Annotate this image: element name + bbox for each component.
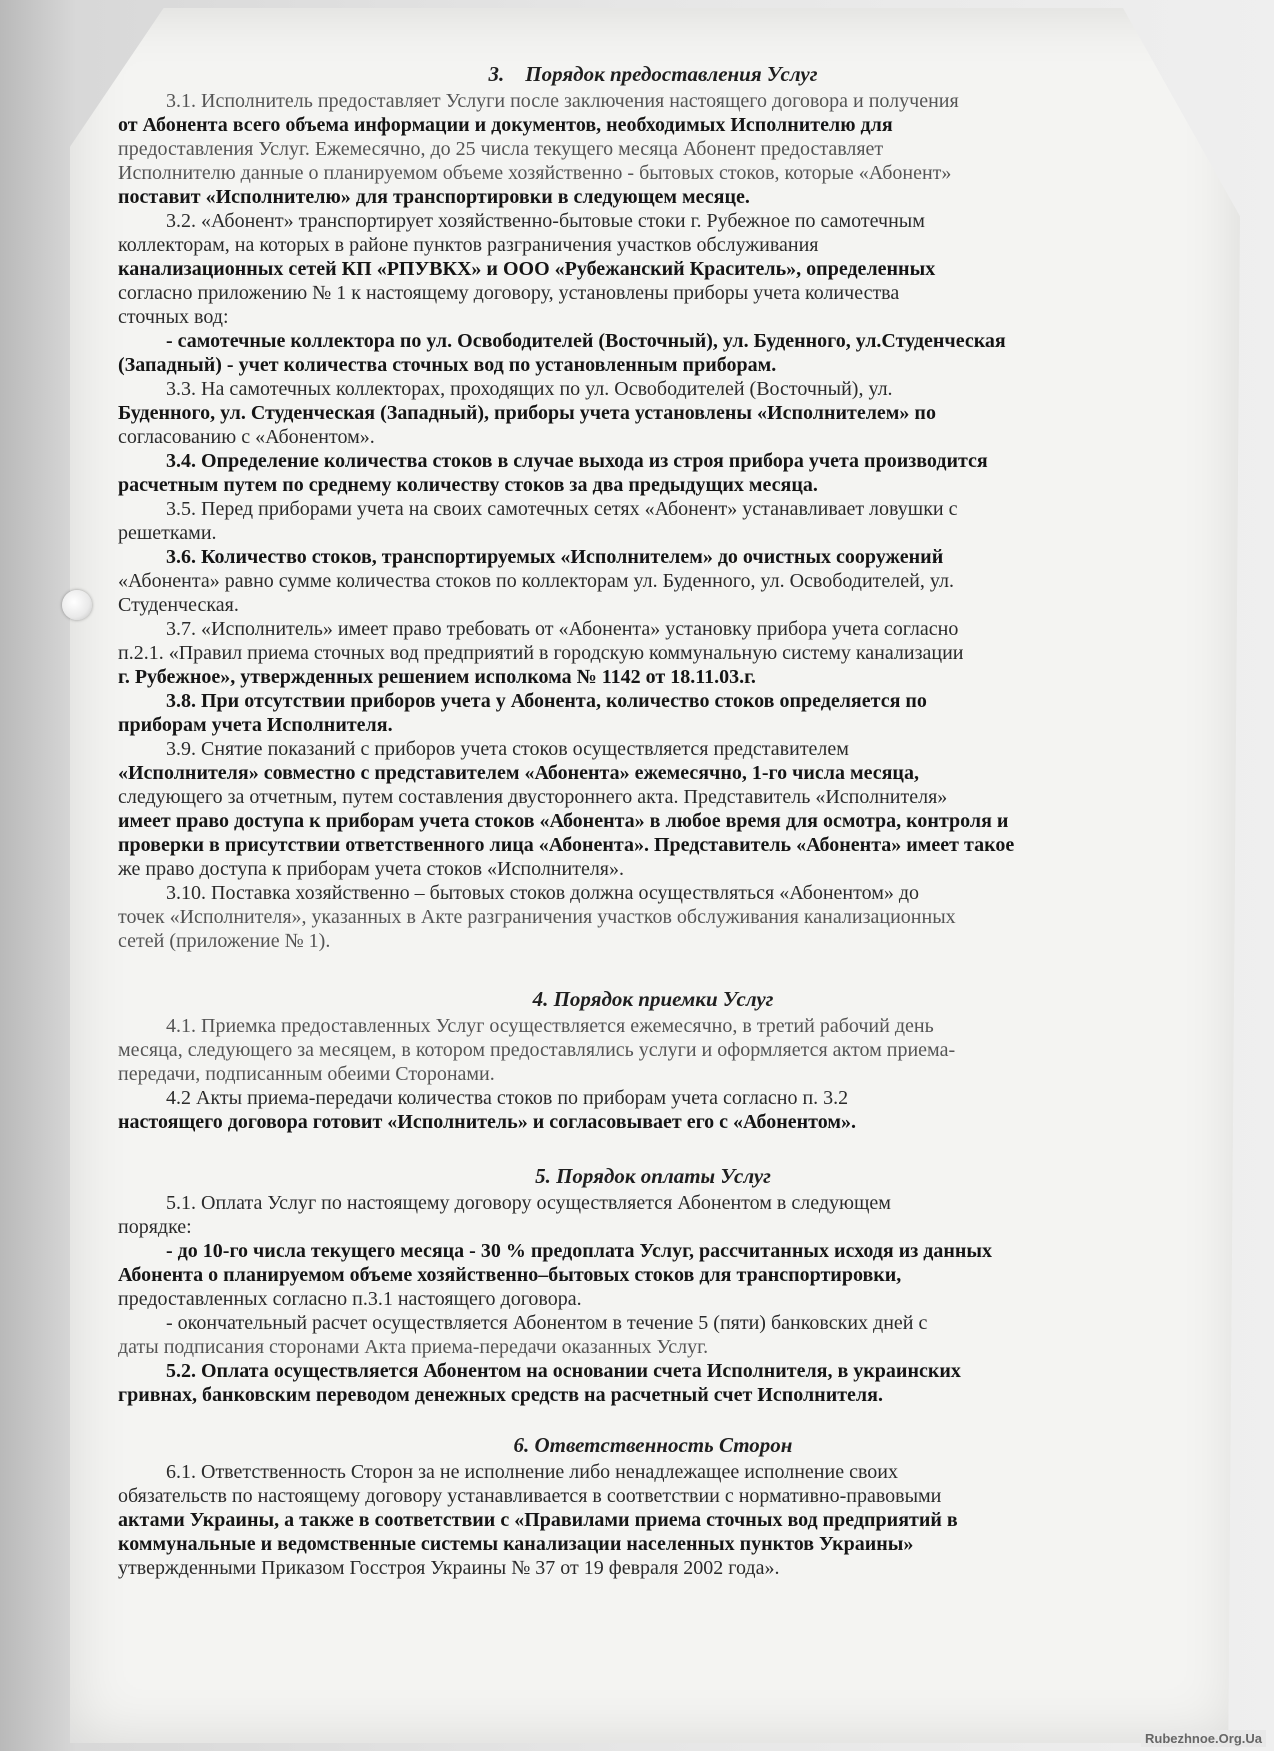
clause-3-1-line-5: поставит «Исполнителю» для транспортировки в следующем месяце. (118, 186, 750, 208)
section-5-title: 5. Порядок оплаты Услуг (535, 1164, 771, 1188)
clause-3-9-line-1: 3.9. Снятие показаний с приборов учета стоков осуществляется представителем (166, 738, 849, 760)
clause-3-2-line-1: 3.2. «Абонент» транспортирует хозяйственно-бытовые стоки г. Рубежное по самотечным (166, 210, 925, 232)
clause-3-6-line-3: Студенческая. (118, 594, 239, 616)
clause-3-6-line-2: «Абонента» равно сумме количества стоков по коллекторам ул. Буденного, ул. Освободителей, ул. (118, 570, 954, 592)
section-6-title: 6. Ответственность Сторон (513, 1433, 793, 1457)
clause-5-2-line-1: 5.2. Оплата осуществляется Абонентом на основании счета Исполнителя, в украинских (166, 1360, 961, 1382)
clause-5-1-line-4: Абонента о планируемом объеме хозяйственно–бытовых стоков для транспортировки, (118, 1264, 902, 1286)
clause-3-10-line-3: сетей (приложение № 1). (118, 930, 331, 952)
clause-3-3-line-3: согласованию с «Абонентом». (118, 426, 375, 448)
contract-page (118, 62, 1188, 1702)
clause-3-7-line-2: п.2.1. «Правил приема сточных вод предприятий в городскую коммунальную систему канализации (118, 642, 964, 664)
clause-3-1-line-1: 3.1. Исполнитель предоставляет Услуги после заключения настоящего договора и получения (166, 90, 959, 112)
clause-5-1-line-7: даты подписания сторонами Акта приема-передачи оказанных Услуг. (118, 1336, 709, 1358)
clause-3-8-line-2: приборам учета Исполнителя. (118, 714, 393, 736)
clause-3-3-line-1: 3.3. На самотечных коллекторах, проходящих по ул. Освободителей (Восточный), ул. (166, 378, 893, 400)
clause-5-2-line-2: гривнах, банковским переводом денежных средств на расчетный счет Исполнителя. (118, 1384, 883, 1406)
clause-4-2-line-2: настоящего договора готовит «Исполнитель» и согласовывает его с «Абонентом». (118, 1111, 856, 1133)
clause-5-1-line-1: 5.1. Оплата Услуг по настоящему договору осуществляется Абонентом в следующем (166, 1192, 891, 1214)
clause-3-10-line-2: точек «Исполнителя», указанных в Акте разграничения участков обслуживания канализационных (118, 906, 956, 928)
clause-3-3-line-2: Буденного, ул. Студенческая (Западный), приборы учета установлены «Исполнителем» по (118, 402, 936, 424)
clause-6-1-line-1: 6.1. Ответственность Сторон за не исполнение либо ненадлежащее исполнение своих (166, 1461, 898, 1483)
clause-3-5-line-1: 3.5. Перед приборами учета на своих самотечных сетях «Абонент» устанавливает ловушки с (166, 498, 958, 520)
clause-3-1-line-4: Исполнителю данные о планируемом объеме хозяйственно - бытовых стоков, которые «Абонент» (118, 162, 952, 184)
clause-3-2-line-7: (Западный) - учет количества сточных вод по установленным приборам. (118, 354, 777, 376)
clause-3-9-line-4: имеет право доступа к приборам учета стоков «Абонента» в любое время для осмотра, контроля и (118, 810, 1009, 832)
clause-5-1-line-3: - до 10-го числа текущего месяца - 30 % предоплата Услуг, рассчитанных исходя из данных (166, 1240, 993, 1262)
clause-6-1-line-5: утвержденными Приказом Госстроя Украины № 37 от 19 февраля 2002 года». (118, 1557, 780, 1579)
clause-3-2-line-4: согласно приложению № 1 к настоящему договору, установлены приборы учета количества (118, 282, 900, 304)
clause-3-5-line-2: решетками. (118, 522, 217, 544)
clause-3-4-line-1: 3.4. Определение количества стоков в случае выхода из строя прибора учета производится (166, 450, 988, 472)
clause-3-2-line-3: канализационных сетей КП «РПУВКХ» и ООО «Рубежанский Краситель», определенных (118, 258, 936, 280)
clause-3-9-line-5: проверки в присутствии ответственного лица «Абонента». Представитель «Абонента» имеет такое (118, 834, 1015, 856)
clause-3-4-line-2: расчетным путем по среднему количеству стоков за два предыдущих месяца. (118, 474, 818, 496)
clause-5-1-line-5: предоставленных согласно п.3.1 настоящего договора. (118, 1288, 582, 1310)
clause-3-8-line-1: 3.8. При отсутствии приборов учета у Абонента, количество стоков определяется по (166, 690, 927, 712)
clause-6-1-line-2: обязательств по настоящему договору устанавливается в соответствии с нормативно-правовыми (118, 1485, 942, 1507)
clause-3-6-line-1: 3.6. Количество стоков, транспортируемых «Исполнителем» до очистных сооружений (166, 546, 944, 568)
section-3-title: 3. Порядок предоставления Услуг (488, 62, 818, 86)
clause-3-9-line-6: же право доступа к приборам учета стоков «Исполнителя». (118, 858, 624, 880)
clause-3-7-line-3: г. Рубежное», утвержденных решением исполкома № 1142 от 18.11.03.г. (118, 666, 756, 688)
clause-6-1-line-3: актами Украины, а также в соответствии с «Правилами приема сточных вод предприятий в (118, 1509, 958, 1531)
clause-3-2-line-6: - самотечные коллектора по ул. Освободителей (Восточный), ул. Буденного, ул.Студенческая (166, 330, 1006, 352)
clause-5-1-line-2: порядке: (118, 1216, 192, 1238)
clause-3-9-line-2: «Исполнителя» совместно с представителем «Абонента» ежемесячно, 1-го числа месяца, (118, 762, 919, 784)
clause-5-1-line-6: - окончательный расчет осуществляется Абонентом в течение 5 (пяти) банковских дней с (166, 1312, 928, 1334)
section-4-title: 4. Порядок приемки Услуг (532, 987, 774, 1011)
clause-3-2-line-2: коллекторам, на которых в районе пунктов разграничения участков обслуживания (118, 234, 819, 256)
clause-4-1-line-1: 4.1. Приемка предоставленных Услуг осуществляется ежемесячно, в третий рабочий день (166, 1015, 934, 1037)
clause-3-2-line-5: сточных вод: (118, 306, 229, 328)
clause-4-1-line-2: месяца, следующего за месяцем, в котором предоставлялись услуги и оформляется актом приема- (118, 1039, 956, 1061)
clause-4-2-line-1: 4.2 Акты приема-передачи количества стоков по приборам учета согласно п. 3.2 (166, 1087, 849, 1109)
clause-4-1-line-3: передачи, подписанным обеими Сторонами. (118, 1063, 495, 1085)
clause-3-7-line-1: 3.7. «Исполнитель» имеет право требовать от «Абонента» установку прибора учета согласно (166, 618, 959, 640)
punch-hole-icon (62, 590, 92, 620)
clause-3-10-line-1: 3.10. Поставка хозяйственно – бытовых стоков должна осуществляться «Абонентом» до (166, 882, 920, 904)
clause-6-1-line-4: коммунальные и ведомственные системы канализации населенных пунктов Украины» (118, 1533, 914, 1555)
clause-3-9-line-3: следующего за отчетным, путем составления двустороннего акта. Представитель «Исполнителя» (118, 786, 948, 808)
clause-3-1-line-3: предоставления Услуг. Ежемесячно, до 25 числа текущего месяца Абонент предоставляет (118, 138, 884, 160)
clause-3-1-line-2: от Абонента всего объема информации и документов, необходимых Исполнителю для (118, 114, 893, 136)
site-watermark: Rubezhnoe.Org.Ua (1141, 1730, 1266, 1747)
